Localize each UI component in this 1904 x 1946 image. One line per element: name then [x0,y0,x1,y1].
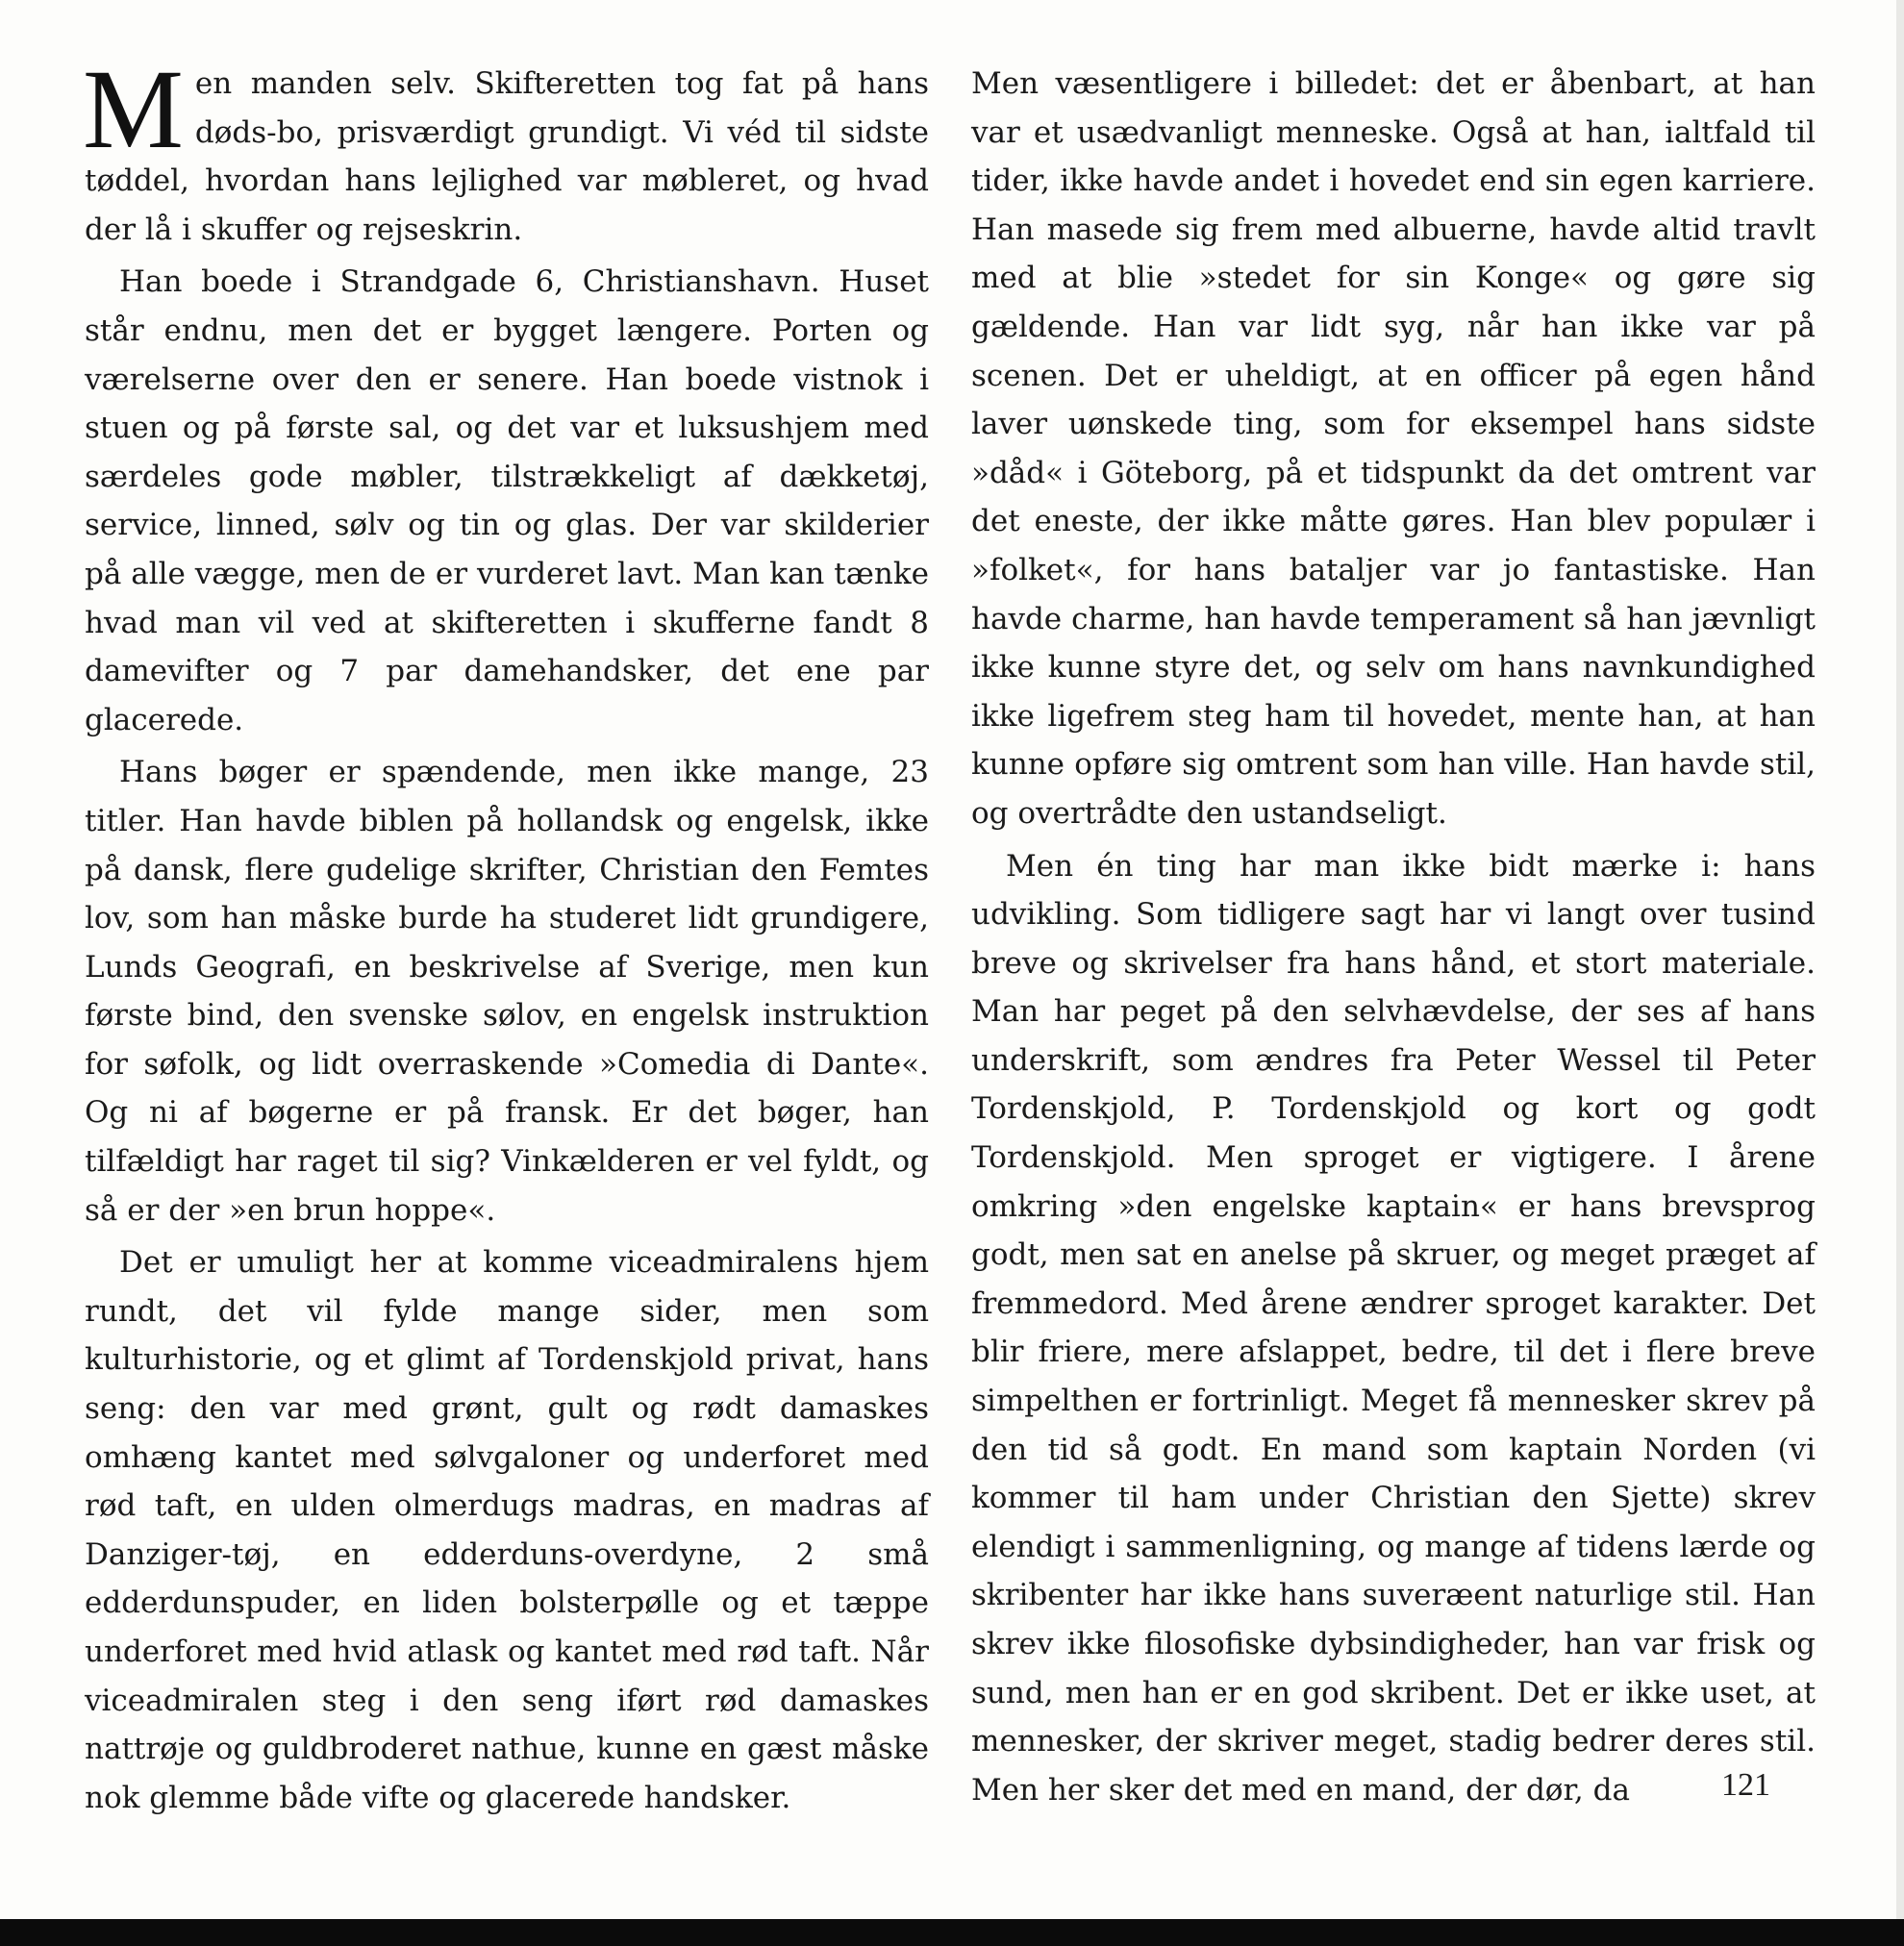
page-edge [1896,0,1904,1919]
paragraph-1-text: en manden selv. Skifteretten tog fat på hans døds-bo, prisværdigt grundigt. Vi véd til sidste tøddel, hvordan hans lejlighed var møbleret, og hvad der lå i skuffer og rejseskrin. [85,66,929,247]
paragraph-3: Hans bøger er spændende, men ikke mange, 23 titler. Han havde biblen på hollandsk og engelsk, ikke på dansk, flere gudelige skrifter, Christian den Femtes lov, som han måske burde ha studeret lidt grundigere, Lunds Geografi, en beskrivelse af Sverige, men kun første bind, den svenske sølov, en engelsk instruktion for søfolk, og lidt overraskende »Comedia di Dante«. Og ni af bøgerne er på fransk. Er det bøger, han tilfældigt har raget til sig? Vinkælderen er vel fyldt, og så er der »en brun hoppe«. [85,755,929,1228]
page-number: 121 [1721,1767,1770,1803]
paragraph-4: Det er umuligt her at komme viceadmiralens hjem rundt, det vil fylde mange sider, men som kulturhistorie, og et glimt af Tordenskjold privat, hans seng: den var med grønt, gult og rødt damaskes omhæng kantet med sølvgaloner og underforet med rød taft, en ulden olmerdugs madras, en madras af Danziger-tøj, en edderduns-overdyne, 2 små edderdunspuder, en liden bolsterpølle og et tæppe underforet med hvid atlask og kantet med rød taft. Når viceadmiralen steg i den seng iført rød damaskes nattrøje og guldbroderet nathue, kunne en gæst måske nok glemme både vifte og glacerede handsker. [85,1245,929,1815]
paragraph-1 [83,46,929,254]
scan-bottom-border [0,1919,1904,1946]
paragraph-2: Han boede i Strandgade 6, Christianshavn. Huset står endnu, men det er bygget længere. Porten og værelserne over den er senere. Han boede vistnok i stuen og på første sal, og det var et luksushjem med særdeles gode møbler, tilstrækkeligt af dækketøj, service, linned, sølv og tin og glas. Der var skilderier på alle vægge, men de er vurderet lavt. Man kan tænke hvad man vil ved at skifteretten i skufferne fandt 8 damevifter og 7 par damehandsker, det ene par glacerede. [85,264,929,737]
drop-cap: M [83,46,184,172]
left-column [83,46,929,1822]
right-column [971,60,1816,1814]
paragraph-6: Men én ting har man ikke bidt mærke i: hans udvikling. Som tidligere sagt har vi langt over tusind breve og skrivelser fra hans hånd, et stort materiale. Man har peget på den selvhævdelse, der ses af hans underskrift, som ændres fra Peter Wessel til Peter Tordenskjold, P. Tordenskjold og kort og godt Tordenskjold. Men sproget er vigtigere. I årene omkring »den engelske kaptain« er hans brevsprog godt, men sat en anelse på skruer, og meget præget af fremmedord. Med årene ændrer sproget karakter. Det blir friere, mere afslappet, bedre, til det i flere breve simpelthen er fortrinligt. Meget få mennesker skrev på den tid så godt. En mand som kaptain Norden (vi kommer til ham under Christian den Sjette) skrev elendigt i sammenligning, og mange af tidens lærde og skribenter har ikke hans suveræent naturlige stil. Han skrev ikke filosofiske dybsindigheder, han var frisk og sund, men han er en god skribent. Det er ikke uset, at mennesker, der skriver meget, stadig bedrer deres stil. Men her sker det med en mand, der dør, da [971,848,1816,1808]
paragraph-5: Men væsentligere i billedet: det er åbenbart, at han var et usædvanligt menneske. Også at han, ialtfald til tider, ikke havde andet i hovedet end sin egen karriere. Han masede sig frem med albuerne, havde altid travlt med at blie »stedet for sin Konge« og gøre sig gældende. Han var lidt syg, når han ikke var på scenen. Det er uheldigt, at en officer på egen hånd laver uønskede ting, som for eksempel hans sidste »dåd« i Göteborg, på et tidspunkt da det omtrent var det eneste, der ikke måtte gøres. Han blev populær i »folket«, for hans bataljer var jo fantastiske. Han havde charme, han havde temperament så han jævnligt ikke kunne styre det, og selv om hans navnkundighed ikke ligefrem steg ham til hovedet, mente han, at han kunne opføre sig omtrent som han ville. Han havde stil, og overtrådte den ustandseligt. [971,66,1816,831]
